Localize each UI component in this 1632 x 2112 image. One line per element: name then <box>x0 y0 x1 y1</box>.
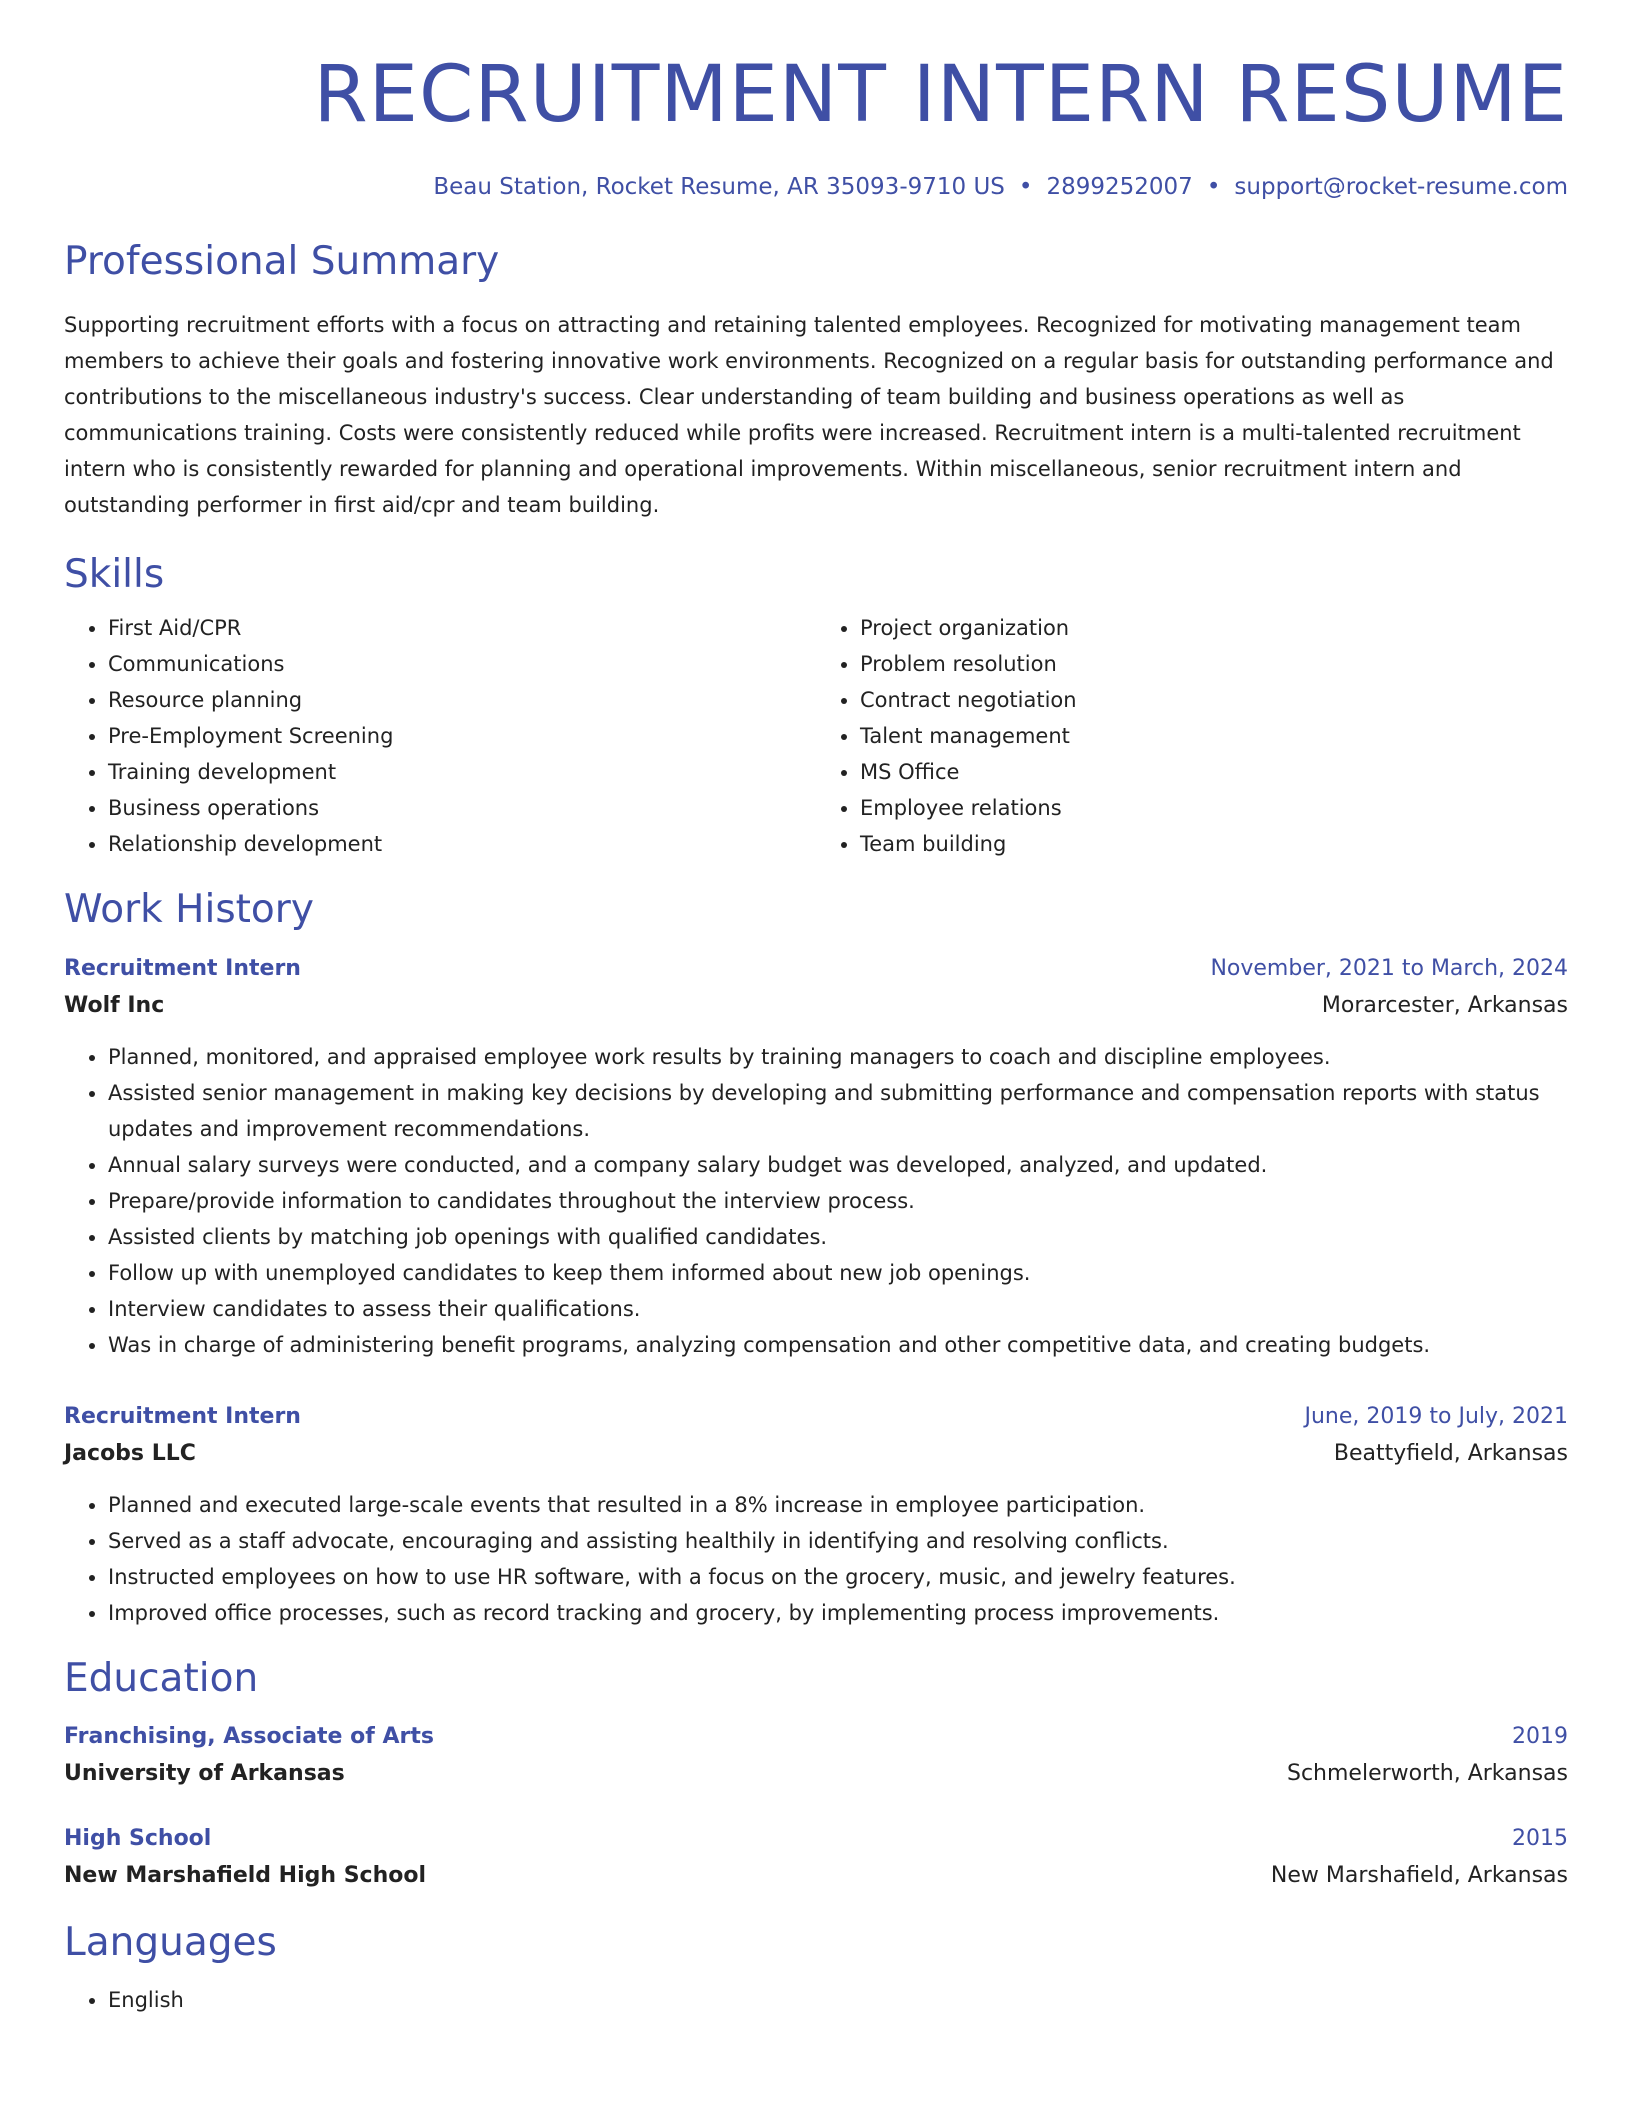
education-heading: Education <box>64 1655 259 1701</box>
skill-item: • Business operations <box>108 790 816 826</box>
job-dates: November, 2021 to March, 2024 <box>1210 955 1568 981</box>
languages-heading: Languages <box>64 1920 277 1966</box>
skill-item: • Project organization <box>860 610 1568 646</box>
job-bullet: • Assisted clients by matching job openings with qualified candidates. <box>108 1219 1568 1255</box>
work-history-heading: Work History <box>64 886 314 932</box>
summary-text: Supporting recruitment efforts with a focus on attracting and retaining talented employees. Recognized for motivating management team members to achieve their goals and fostering innovative work environments. Recognized on a regular basis for outstanding performance and contributions to the miscellaneous industry's success. Clear understanding of team building and business operations as well as communications training. Costs were consistently reduced while profits were increased. Recruitment intern is a multi-talented recruitment intern who is consistently rewarded for planning and operational improvements. Within miscellaneous, senior recruitment intern and outstanding performer in first aid/cpr and team building. <box>64 312 1554 517</box>
skills-heading: Skills <box>64 551 165 597</box>
education-location: New Marshafield, Arkansas <box>1270 1863 1568 1889</box>
summary-heading: Professional Summary <box>64 239 500 284</box>
skill-item: • Training development <box>108 754 816 790</box>
skill-item: • Talent management <box>860 718 1568 754</box>
job-bullets <box>64 1039 1568 1363</box>
languages-section <box>64 1921 1568 2018</box>
resume-title: RECRUITMENT INTERN RESUME <box>313 50 1568 140</box>
skill-item: • Contract negotiation <box>860 682 1568 718</box>
job-company-row <box>64 1435 1568 1473</box>
education-year: 2019 <box>1512 1724 1568 1750</box>
job-company-row <box>64 987 1568 1025</box>
contact-email[interactable]: support@rocket-resume.com <box>1234 174 1568 200</box>
education-entry <box>64 1719 1568 1793</box>
job-bullet: • Interview candidates to assess their qualifications. <box>108 1291 1568 1327</box>
skill-item: • Resource planning <box>108 682 816 718</box>
education-degree: High School <box>64 1826 212 1852</box>
job-bullet: • Planned, monitored, and appraised employee work results by training managers to coach and discipline employees. <box>108 1039 1568 1075</box>
contact-line <box>64 174 1568 200</box>
skills-column-right <box>816 610 1568 862</box>
job-header-row <box>64 1399 1568 1435</box>
education-header-row <box>64 1821 1568 1857</box>
summary-section <box>64 240 1568 523</box>
skill-item: • Employee relations <box>860 790 1568 826</box>
job-dates: June, 2019 to July, 2021 <box>1304 1403 1568 1429</box>
job-bullet: • Was in charge of administering benefit programs, analyzing compensation and other competitive data, and creating budgets. <box>108 1327 1568 1363</box>
skill-item: • Pre-Employment Screening <box>108 718 816 754</box>
contact-separator: • <box>1018 174 1033 200</box>
education-degree: Franchising, Associate of Arts <box>64 1724 434 1750</box>
job-location: Morarcester, Arkansas <box>1321 992 1568 1018</box>
education-year: 2015 <box>1512 1826 1568 1852</box>
job-bullet: • Assisted senior management in making key decisions by developing and submitting performance and compensation reports with status updates and improvement recommendations. <box>108 1075 1568 1147</box>
job-bullets <box>64 1487 1568 1631</box>
education-school: University of Arkansas <box>64 1761 345 1787</box>
job-bullet: • Planned and executed large-scale events that resulted in a 8% increase in employee participation. <box>108 1487 1568 1523</box>
job-bullet: • Follow up with unemployed candidates to keep them informed about new job openings. <box>108 1255 1568 1291</box>
job-entry <box>64 951 1568 1363</box>
skill-item: • Problem resolution <box>860 646 1568 682</box>
skills-column-left <box>64 610 816 862</box>
education-entry <box>64 1821 1568 1895</box>
education-school-row <box>64 1857 1568 1895</box>
skill-item: • First Aid/CPR <box>108 610 816 646</box>
skill-item: • MS Office <box>860 754 1568 790</box>
skills-section <box>64 553 1568 862</box>
job-bullet: • Prepare/provide information to candidates throughout the interview process. <box>108 1183 1568 1219</box>
work-history-section <box>64 888 1568 1631</box>
contact-phone: 2899252007 <box>1046 174 1193 200</box>
education-school: New Marshafield High School <box>64 1863 427 1889</box>
languages-list <box>64 1982 1568 2018</box>
job-header-row <box>64 951 1568 987</box>
education-school-row <box>64 1755 1568 1793</box>
skill-item: • Team building <box>860 826 1568 862</box>
job-bullet: • Instructed employees on how to use HR software, with a focus on the grocery, music, and jewelry features. <box>108 1559 1568 1595</box>
language-item: • English <box>108 1982 1568 2018</box>
job-company: Wolf Inc <box>64 992 165 1018</box>
job-location: Beattyfield, Arkansas <box>1333 1440 1568 1466</box>
education-section <box>64 1657 1568 1896</box>
job-bullet: • Served as a staff advocate, encouraging and assisting healthily in identifying and resolving conflicts. <box>108 1523 1568 1559</box>
education-location: Schmelerworth, Arkansas <box>1287 1761 1568 1787</box>
job-bullet: • Annual salary surveys were conducted, and a company salary budget was developed, analyzed, and updated. <box>108 1147 1568 1183</box>
skill-item: • Relationship development <box>108 826 816 862</box>
contact-address: Beau Station, Rocket Resume, AR 35093-9710 US <box>433 174 1005 200</box>
skills-grid <box>64 610 1568 862</box>
education-header-row <box>64 1719 1568 1755</box>
skill-item: • Communications <box>108 646 816 682</box>
job-bullet: • Improved office processes, such as record tracking and grocery, by implementing process improvements. <box>108 1595 1568 1631</box>
job-entry <box>64 1399 1568 1631</box>
contact-separator: • <box>1206 174 1221 200</box>
job-company: Jacobs LLC <box>64 1440 196 1466</box>
job-title: Recruitment Intern <box>64 955 301 981</box>
job-title: Recruitment Intern <box>64 1403 301 1429</box>
